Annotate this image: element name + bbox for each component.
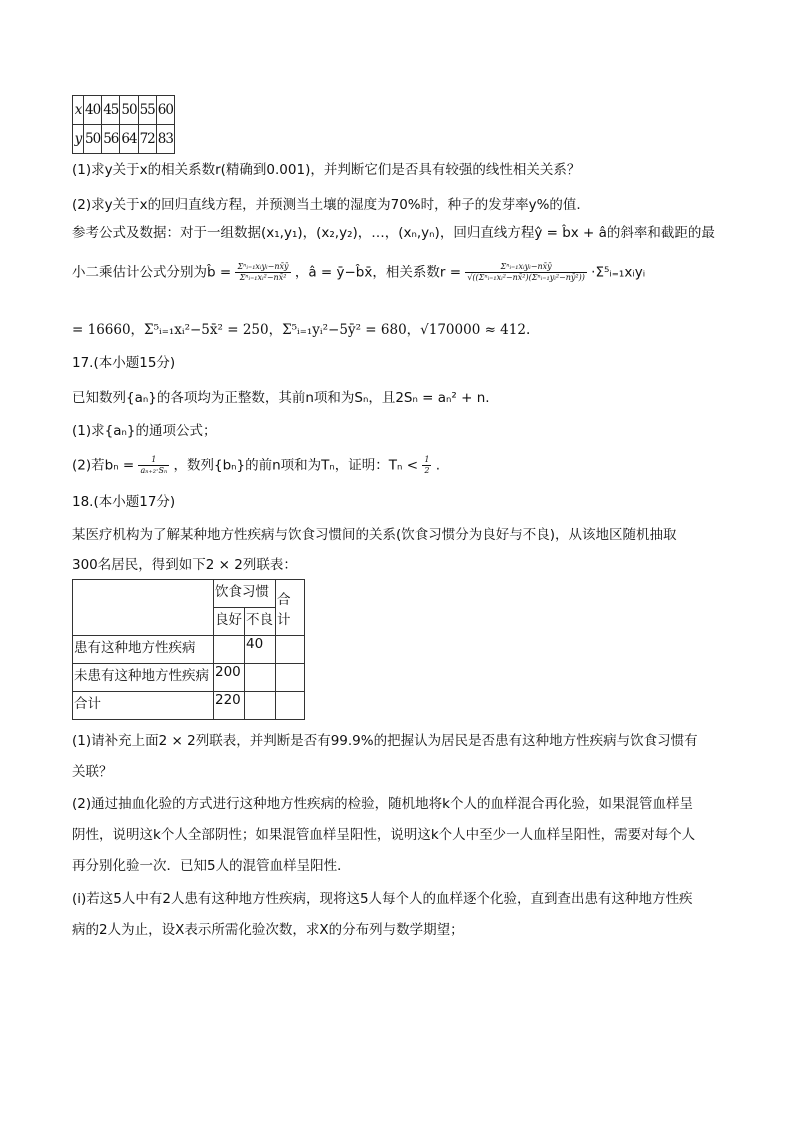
cell: 64 (120, 125, 138, 154)
ref-text-b: ，â = ȳ−b̂x̄，相关系数r = (294, 264, 462, 281)
one-half-fraction (422, 455, 431, 476)
xy-data-table (72, 95, 175, 154)
cell-good: 220 (214, 692, 245, 720)
q18-part1-line2: 关联？ (72, 764, 113, 780)
part2-text-b: ，数列{bₙ}的前n项和为Tₙ，证明：Tₙ < (173, 457, 419, 474)
q17-part1: (1)求{aₙ}的通项公式； (72, 423, 217, 439)
fraction-denominator: Σⁿᵢ₌₁xᵢ²−nx̄² (239, 273, 287, 282)
cell-total (276, 692, 305, 720)
cell-bad (245, 664, 276, 692)
fraction-numerator: 1 (424, 455, 430, 464)
ref-text-c: ·Σ⁵ᵢ₌₁xᵢyᵢ (591, 264, 646, 281)
part2-text-c: . (435, 457, 441, 474)
fraction-denominator: 2 (424, 466, 430, 475)
cell: 72 (138, 125, 156, 154)
cell: 40 (84, 96, 102, 125)
row-label-y: y (73, 125, 84, 154)
fraction-numerator: 1 (138, 455, 169, 466)
fraction-denominator: aₙ₊₂·Sₙ (140, 466, 168, 475)
fraction-denominator: √((Σⁿᵢ₌₁xᵢ²−nx̄²)(Σⁿᵢ₌₁yᵢ²−nȳ²)) (467, 273, 585, 282)
q16-reference-line3: = 16660，Σ⁵ᵢ₌₁xᵢ²−5x̄² = 250，Σ⁵ᵢ₌₁yᵢ²−5ȳ² = 680，√170000 ≈ 412. (72, 322, 531, 338)
corner-cell (73, 580, 214, 636)
table-row (73, 580, 305, 608)
table-row (73, 692, 305, 720)
cell-total (276, 664, 305, 692)
contingency-table (72, 579, 305, 720)
q18-part2-line3: 再分别化验一次．已知5人的混管血样呈阳性． (72, 858, 351, 874)
row-label: 合计 (73, 692, 214, 720)
row-label: 未患有这种地方性疾病 (73, 664, 214, 692)
q18-heading: 18.(本小题17分) (72, 494, 176, 510)
table-row (73, 125, 175, 154)
cell-good (214, 636, 245, 664)
cell: 56 (102, 125, 120, 154)
b-n-fraction (138, 455, 169, 476)
cell: 50 (84, 125, 102, 154)
q18-part2-line1: (2)通过抽血化验的方式进行这种地方性疾病的检验，随机地将k个人的血样混合再化验，如果混管血样呈 (72, 796, 693, 812)
header-bad: 不良 (245, 608, 276, 636)
q17-heading: 17.(本小题15分) (72, 355, 176, 371)
row-label: 患有这种地方性疾病 (73, 636, 214, 664)
slope-formula-fraction (235, 262, 290, 283)
table-row (73, 96, 175, 125)
part2-text-a: (2)若bₙ = (72, 457, 135, 474)
q18-stem-line1: 某医疗机构为了解某种地方性疾病与饮食习惯间的关系(饮食习惯分为良好与不良)，从该地区随机抽取 (72, 527, 677, 543)
fraction-numerator: Σⁿᵢ₌₁xᵢyᵢ−nx̄ȳ (237, 262, 289, 271)
cell: 55 (138, 96, 156, 125)
cell: 45 (102, 96, 120, 125)
q17-part2 (72, 455, 440, 476)
q16-reference-line2 (72, 262, 645, 283)
table-row (73, 636, 305, 664)
correlation-formula-fraction (465, 262, 587, 283)
cell-good: 200 (214, 664, 245, 692)
cell: 60 (156, 96, 174, 125)
q17-stem: 已知数列{aₙ}的各项均为正整数，其前n项和为Sₙ，且2Sₙ = aₙ² + n. (72, 390, 490, 406)
cell: 83 (156, 125, 174, 154)
cell: 50 (120, 96, 138, 125)
q18-part2-line2: 阴性，说明这k个人全部阴性；如果混管血样呈阳性，说明这k个人中至少一人血样呈阳性，需要对每个人 (72, 827, 696, 843)
q18-sub-i-line2: 病的2人为止，设X表示所需化验次数，求X的分布列与数学期望； (72, 922, 464, 938)
q18-part1-line1: (1)请补充上面2 × 2列联表，并判断是否有99.9%的把握认为居民是否患有这种地方性疾病与饮食习惯有 (72, 733, 698, 749)
header-good: 良好 (214, 608, 245, 636)
ref-text-a: 小二乘估计公式分别为b̂ = (72, 264, 232, 281)
q16-part2: (2)求y关于x的回归直线方程，并预测当土壤的湿度为70%时，种子的发芽率y%的值. (72, 197, 581, 213)
table-row (73, 664, 305, 692)
header-total: 合计 (276, 580, 305, 636)
cell-bad: 40 (245, 636, 276, 664)
q16-reference-line1: 参考公式及数据：对于一组数据(x₁,y₁)，(x₂,y₂)，…，(xₙ,yₙ)，回归直线方程ŷ = b̂x + â的斜率和截距的最 (72, 225, 715, 241)
q18-stem-line2: 300名居民，得到如下2 × 2列联表： (72, 557, 297, 573)
q18-sub-i-line1: (ⅰ)若这5人中有2人患有这种地方性疾病，现将这5人每个人的血样逐个化验，直到查出患有这种地方性疾 (72, 891, 693, 907)
cell-bad (245, 692, 276, 720)
cell-total (276, 636, 305, 664)
q16-part1: (1)求y关于x的相关系数r(精确到0.001)，并判断它们是否具有较强的线性相关关系？ (72, 162, 581, 178)
header-diet-habit: 饮食习惯 (214, 580, 276, 608)
row-label-x: x (73, 96, 84, 125)
fraction-numerator: Σⁿᵢ₌₁xᵢyᵢ−nx̄ȳ (465, 262, 587, 273)
